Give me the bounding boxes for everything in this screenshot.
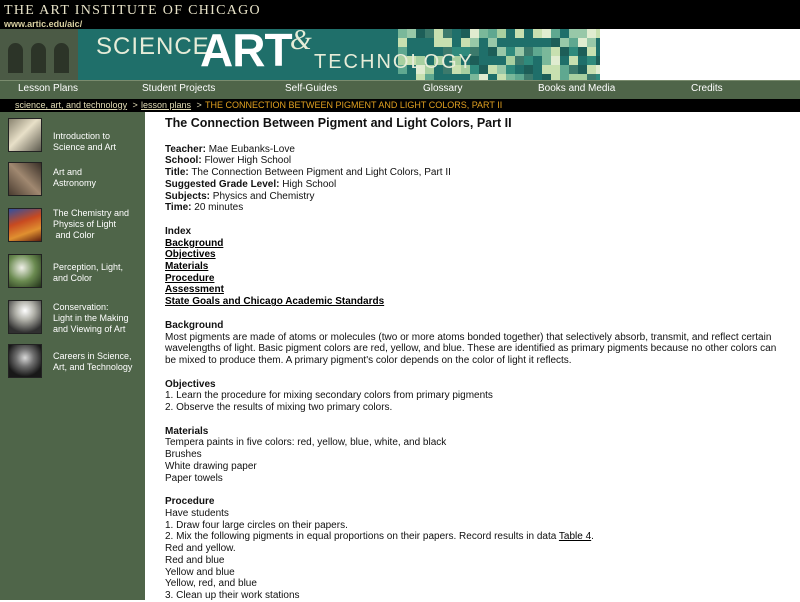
mosaic-tile [497,65,506,74]
mosaic-tile [596,65,600,74]
mosaic-tile [488,47,497,56]
breadcrumb-separator: > [130,100,141,110]
sidebar-item-perception[interactable] [0,254,145,294]
mosaic-tile [551,29,560,38]
title-label: Title: [165,167,189,179]
mosaic-tile [524,65,533,74]
lesson-meta [165,144,790,214]
nav-credits[interactable]: Credits [691,83,723,94]
objective-item: 2. Observe the results of mixing two primary colors. [165,402,393,414]
nav-student-projects[interactable]: Student Projects [142,83,216,94]
mosaic-tile [416,29,425,38]
mosaic-tile [533,29,542,38]
school-value: Flower High School [201,155,292,167]
procedure-mix: Red and yellow. [165,543,236,555]
mosaic-tile [587,29,596,38]
mosaic-tile [425,29,434,38]
institution-header [0,0,800,29]
subjects-value: Physics and Chemistry [210,190,315,202]
mosaic-tile [569,29,578,38]
procedure-list [165,508,790,602]
mosaic-tile [569,47,578,56]
astronomy-thumbnail-icon [8,162,42,196]
careers-thumbnail-icon [8,344,42,378]
mosaic-tile [443,38,452,47]
index-link-state-goals[interactable]: State Goals and Chicago Academic Standards [165,296,385,308]
index-link-assessment[interactable]: Assessment [165,284,224,296]
breadcrumb-separator: > [194,100,205,110]
mosaic-tile [560,47,569,56]
mosaic-tile [515,29,524,38]
mosaic-tile [524,47,533,56]
mosaic-tile [533,47,542,56]
sidebar-item-careers[interactable] [0,344,145,384]
index-heading: Index [165,225,192,237]
mosaic-tile [560,65,569,74]
banner-word-art: ART [200,29,292,76]
procedure-heading: Procedure [165,496,215,508]
school-label: School: [165,155,202,167]
sidebar-item-label: Art and Astronomy [53,167,97,188]
main-nav [0,80,800,100]
sidebar [0,112,145,600]
background-heading: Background [165,319,224,331]
objective-item: 1. Learn the procedure for mixing secondary colors from primary pigments [165,390,493,402]
mosaic-tile [524,56,533,65]
conservation-thumbnail-icon [8,300,42,334]
nav-self-guides[interactable]: Self-Guides [285,83,338,94]
arch-shape [31,43,46,73]
title-value: The Connection Between Pigment and Light Colors, Part II [188,167,451,179]
mosaic-tile [542,29,551,38]
mosaic-tile [569,56,578,65]
index-link-procedure[interactable]: Procedure [165,272,215,284]
index-link-background[interactable]: Background [165,237,224,249]
procedure-intro: Have students [165,507,229,519]
mosaic-tile [461,29,470,38]
mosaic-tile [569,38,578,47]
mosaic-tile [488,29,497,38]
arch-shape [54,43,69,73]
mosaic-tile [470,29,479,38]
subjects-label: Subjects: [165,190,211,202]
sidebar-item-label: Conservation: Light in the Making and Viewing of Art [53,302,129,334]
mosaic-tile [596,29,600,38]
nav-lesson-plans[interactable]: Lesson Plans [18,83,79,94]
mosaic-tile [407,29,416,38]
mosaic-tile [488,38,497,47]
mosaic-tile [479,65,488,74]
banner-logo [78,29,600,80]
mosaic-tile [596,56,600,65]
lesson-content [165,118,790,602]
grade-value: High School [279,178,337,190]
index-link-objectives[interactable]: Objectives [165,249,216,261]
mosaic-tile [506,65,515,74]
sidebar-item-label: The Chemistry and Physics of Light and Color [53,208,130,240]
objectives-list [165,390,790,413]
sidebar-item-label: Introduction to Science and Art [53,131,117,152]
mosaic-tile [434,29,443,38]
procedure-step: 2. Mix the following pigments in equal proportions on their papers. Record results in data Table 4. [165,531,594,543]
breadcrumb-home-link[interactable]: science, art, and technology [15,100,128,110]
perception-thumbnail-icon [8,254,42,288]
mosaic-tile [560,38,569,47]
sidebar-item-label: Careers in Science, Art, and Technology [53,351,133,372]
mosaic-tile [578,47,587,56]
mosaic-tile [515,47,524,56]
mosaic-tile [551,65,560,74]
mosaic-tile [398,38,407,47]
mosaic-tile [506,56,515,65]
material-item: White drawing paper [165,460,257,472]
banner-word-science: SCIENCE [96,33,210,60]
index-link-materials[interactable]: Materials [165,261,209,273]
banner-word-technology: TECHNOLOGY [314,51,475,73]
mosaic-tile [587,65,596,74]
mosaic-tile [434,38,443,47]
nav-glossary[interactable]: Glossary [423,83,463,94]
mosaic-tile [515,56,524,65]
arch-shape [8,43,23,73]
time-label: Time: [165,202,192,214]
procedure-mix: Yellow, red, and blue [165,578,257,590]
sidebar-item-astronomy[interactable] [0,162,145,202]
mosaic-tile [587,56,596,65]
mosaic-tile [461,38,470,47]
procedure-step: 1. Draw four large circles on their papers. [165,519,348,531]
mosaic-tile [488,65,497,74]
teacher-label: Teacher: [165,143,206,155]
mosaic-tile [497,29,506,38]
mosaic-tile [542,65,551,74]
mosaic-tile [398,29,407,38]
table-4-link[interactable]: Table 4 [558,531,592,543]
sidebar-item-intro[interactable] [0,118,145,158]
index-links [165,238,790,308]
material-item: Paper towels [165,472,223,484]
mosaic-tile [551,38,560,47]
mosaic-tile [506,47,515,56]
procedure-mix: Red and blue [165,554,225,566]
mosaic-tile [569,65,578,74]
mosaic-tile [443,29,452,38]
mosaic-tile [551,47,560,56]
mosaic-tile [578,65,587,74]
institution-title: THE ART INSTITUTE OF CHICAGO [4,3,261,18]
material-item: Tempera paints in five colors: red, yellow, blue, white, and black [165,437,447,449]
sidebar-item-chemistry[interactable] [0,208,145,248]
site-url[interactable]: www.artic.edu/aic/ [4,19,83,29]
mosaic-tile [578,29,587,38]
chemistry-thumbnail-icon [8,208,42,242]
site-banner[interactable] [0,29,800,80]
grade-label: Suggested Grade Level: [165,178,280,190]
intro-thumbnail-icon [8,118,42,152]
mosaic-tile [542,56,551,65]
mosaic-tile [497,47,506,56]
breadcrumb [0,99,800,112]
background-text: Most pigments are made of atoms or molecules (two or more atoms bonded together) that selectively absorb, transmit, and reflect certain wavelengths of light. Basic pigment colors are red, yellow, and blue. These are identified as primary pigments because no other colors can be mixed to produce them. A primary pigment's color depends on the color of light it reflects. [165,331,777,366]
mosaic-tile [587,47,596,56]
building-arches-image [0,29,78,80]
material-item: Brushes [165,449,202,461]
sidebar-item-label: Perception, Light, and Color [53,262,124,283]
mosaic-tile [470,38,479,47]
mosaic-tile [587,38,596,47]
nav-books-and-media[interactable]: Books and Media [538,83,616,94]
mosaic-tile [578,38,587,47]
procedure-mix: Yellow and blue [165,566,235,578]
mosaic-tile [551,56,560,65]
breadcrumb-current: THE CONNECTION BETWEEN PIGMENT AND LIGHT COLORS, PART II [205,100,503,110]
banner-ampersand: & [290,29,312,56]
mosaic-tile [479,29,488,38]
page-title: The Connection Between Pigment and Light Colors, Part II [165,116,512,130]
sidebar-item-conservation[interactable] [0,300,145,340]
breadcrumb-lesson-plans-link[interactable]: lesson plans [141,100,192,110]
procedure-step: 3. Clean up their work stations [165,589,300,601]
time-value: 20 minutes [191,202,244,214]
objectives-heading: Objectives [165,378,216,390]
mosaic-tile [542,47,551,56]
teacher-value: Mae Eubanks-Love [205,143,295,155]
materials-list [165,437,790,484]
materials-heading: Materials [165,425,209,437]
